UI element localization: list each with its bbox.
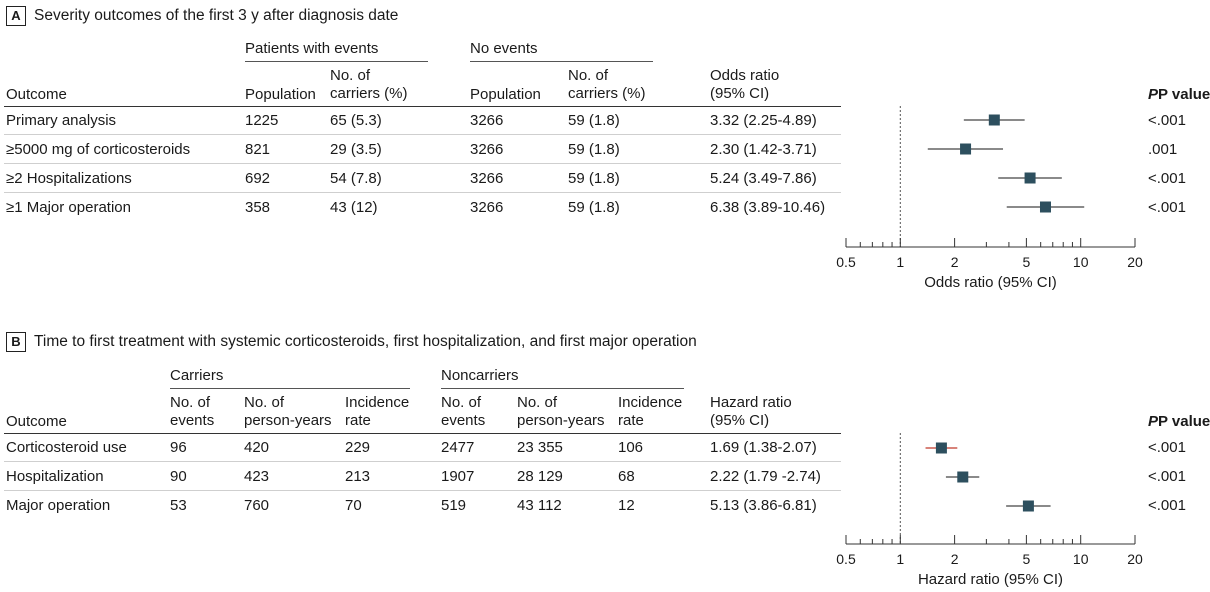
- table-cell-ratio: 2.30 (1.42-3.71): [710, 141, 817, 158]
- estimate-marker: [989, 115, 1000, 126]
- group-header: Noncarriers: [441, 367, 519, 384]
- column-header: Population: [470, 86, 541, 103]
- table-cell-c2: 43 (12): [330, 199, 378, 216]
- table-cell-c5: 28 129: [517, 468, 563, 485]
- table-cell-outcome: ≥5000 mg of corticosteroids: [6, 141, 191, 158]
- x-tick-label: 1: [896, 254, 905, 270]
- column-header: Incidence rate: [618, 394, 683, 429]
- x-tick-label: 2: [950, 254, 959, 270]
- table-cell-p: <.001: [1148, 170, 1186, 187]
- x-tick-label: 20: [1127, 551, 1143, 567]
- column-header: No. of carriers (%): [568, 67, 646, 102]
- table-cell-p: <.001: [1148, 112, 1186, 129]
- table-cell-outcome: Corticosteroid use: [6, 439, 127, 456]
- table-cell-ratio: 5.24 (3.49-7.86): [710, 170, 817, 187]
- estimate-marker: [936, 443, 947, 454]
- estimate-marker: [1025, 173, 1036, 184]
- table-cell-c4: 59 (1.8): [568, 112, 620, 129]
- table-cell-ratio: 2.22 (1.79 -2.74): [710, 468, 821, 485]
- x-tick-label: 20: [1127, 254, 1143, 270]
- table-cell-c3: 3266: [470, 199, 504, 216]
- table-cell-c3: 213: [345, 468, 371, 485]
- table-cell-c1: 90: [170, 468, 187, 485]
- column-header: No. of person-years: [244, 394, 332, 429]
- pvalue-header-text: P value: [1158, 86, 1210, 103]
- estimate-marker: [1023, 501, 1034, 512]
- table-cell-c2: 65 (5.3): [330, 112, 382, 129]
- panel-title: Time to first treatment with systemic corticosteroids, first hospitalization, and first major operation: [34, 333, 697, 350]
- table-cell-p: <.001: [1148, 468, 1186, 485]
- table-cell-c1: 358: [245, 199, 271, 216]
- table-cell-p: <.001: [1148, 199, 1186, 216]
- table-cell-ratio: 1.69 (1.38-2.07): [710, 439, 817, 456]
- table-cell-outcome: ≥1 Major operation: [6, 199, 131, 216]
- column-header: Population: [245, 86, 316, 103]
- group-header: Carriers: [170, 367, 224, 384]
- x-axis-label: Hazard ratio (95% CI): [917, 571, 1064, 588]
- table-cell-c2: 760: [244, 497, 270, 514]
- x-tick-label: 0.5: [836, 551, 856, 567]
- table-cell-outcome: Major operation: [6, 497, 111, 514]
- table-cell-c1: 1225: [245, 112, 279, 129]
- table-cell-c2: 29 (3.5): [330, 141, 382, 158]
- x-tick-label: 10: [1072, 254, 1089, 270]
- panel-badge: A: [6, 6, 26, 26]
- column-header: Odds ratio (95% CI): [710, 67, 780, 102]
- estimate-marker: [1040, 202, 1051, 213]
- x-tick-label: 10: [1072, 551, 1089, 567]
- table-cell-ratio: 5.13 (3.86-6.81): [710, 497, 817, 514]
- table-cell-ratio: 3.32 (2.25-4.89): [710, 112, 817, 129]
- table-cell-c1: 821: [245, 141, 271, 158]
- table-cell-c4: 519: [441, 497, 467, 514]
- panel-badge: B: [6, 332, 26, 352]
- table-cell-c4: 2477: [441, 439, 475, 456]
- estimate-marker: [957, 472, 968, 483]
- table-cell-c6: 12: [618, 497, 635, 514]
- table-cell-ratio: 6.38 (3.89-10.46): [710, 199, 826, 216]
- table-cell-c4: 59 (1.8): [568, 141, 620, 158]
- column-header: Outcome: [6, 413, 67, 430]
- column-header: No. of person-years: [517, 394, 605, 429]
- x-tick-label: 2: [950, 551, 959, 567]
- table-cell-c3: 3266: [470, 141, 504, 158]
- table-cell-c5: 43 112: [517, 497, 562, 514]
- column-header: Incidence rate: [345, 394, 410, 429]
- table-cell-c2: 420: [244, 439, 270, 456]
- table-cell-outcome: ≥2 Hospitalizations: [6, 170, 132, 187]
- table-cell-c5: 23 355: [517, 439, 563, 456]
- table-cell-c4: 59 (1.8): [568, 170, 620, 187]
- table-cell-outcome: Primary analysis: [6, 112, 117, 129]
- pvalue-header: PP value: [1148, 86, 1210, 103]
- table-cell-p: <.001: [1148, 497, 1186, 514]
- pvalue-header: PP value: [1148, 413, 1210, 430]
- column-header: No. of events: [170, 394, 215, 429]
- table-cell-c1: 96: [170, 439, 187, 456]
- table-cell-c3: 229: [345, 439, 371, 456]
- x-axis-label: Odds ratio (95% CI): [924, 274, 1057, 291]
- table-cell-c4: 59 (1.8): [568, 199, 620, 216]
- x-tick-label: 0.5: [836, 254, 856, 270]
- table-cell-c3: 3266: [470, 112, 504, 129]
- x-tick-label: 1: [896, 551, 905, 567]
- table-cell-c6: 106: [618, 439, 644, 456]
- table-cell-c1: 692: [245, 170, 271, 187]
- panel-title: Severity outcomes of the first 3 y after diagnosis date: [34, 7, 399, 24]
- table-cell-c6: 68: [618, 468, 635, 485]
- pvalue-header-text: P value: [1158, 413, 1210, 430]
- column-header: Hazard ratio (95% CI): [710, 394, 792, 429]
- table-cell-c3: 70: [345, 497, 362, 514]
- table-cell-p: .001: [1148, 141, 1178, 158]
- estimate-marker: [960, 144, 971, 155]
- table-cell-c2: 423: [244, 468, 270, 485]
- table-cell-c1: 53: [170, 497, 187, 514]
- table-cell-c2: 54 (7.8): [330, 170, 382, 187]
- column-header: No. of carriers (%): [330, 67, 408, 102]
- column-header: Outcome: [6, 86, 67, 103]
- column-header: No. of events: [441, 394, 486, 429]
- table-cell-c3: 3266: [470, 170, 504, 187]
- x-tick-label: 5: [1022, 551, 1031, 567]
- group-header: Patients with events: [245, 40, 379, 57]
- group-header: No events: [470, 40, 538, 57]
- x-tick-label: 5: [1022, 254, 1031, 270]
- table-cell-p: <.001: [1148, 439, 1186, 456]
- table-cell-c4: 1907: [441, 468, 475, 485]
- table-cell-outcome: Hospitalization: [6, 468, 104, 485]
